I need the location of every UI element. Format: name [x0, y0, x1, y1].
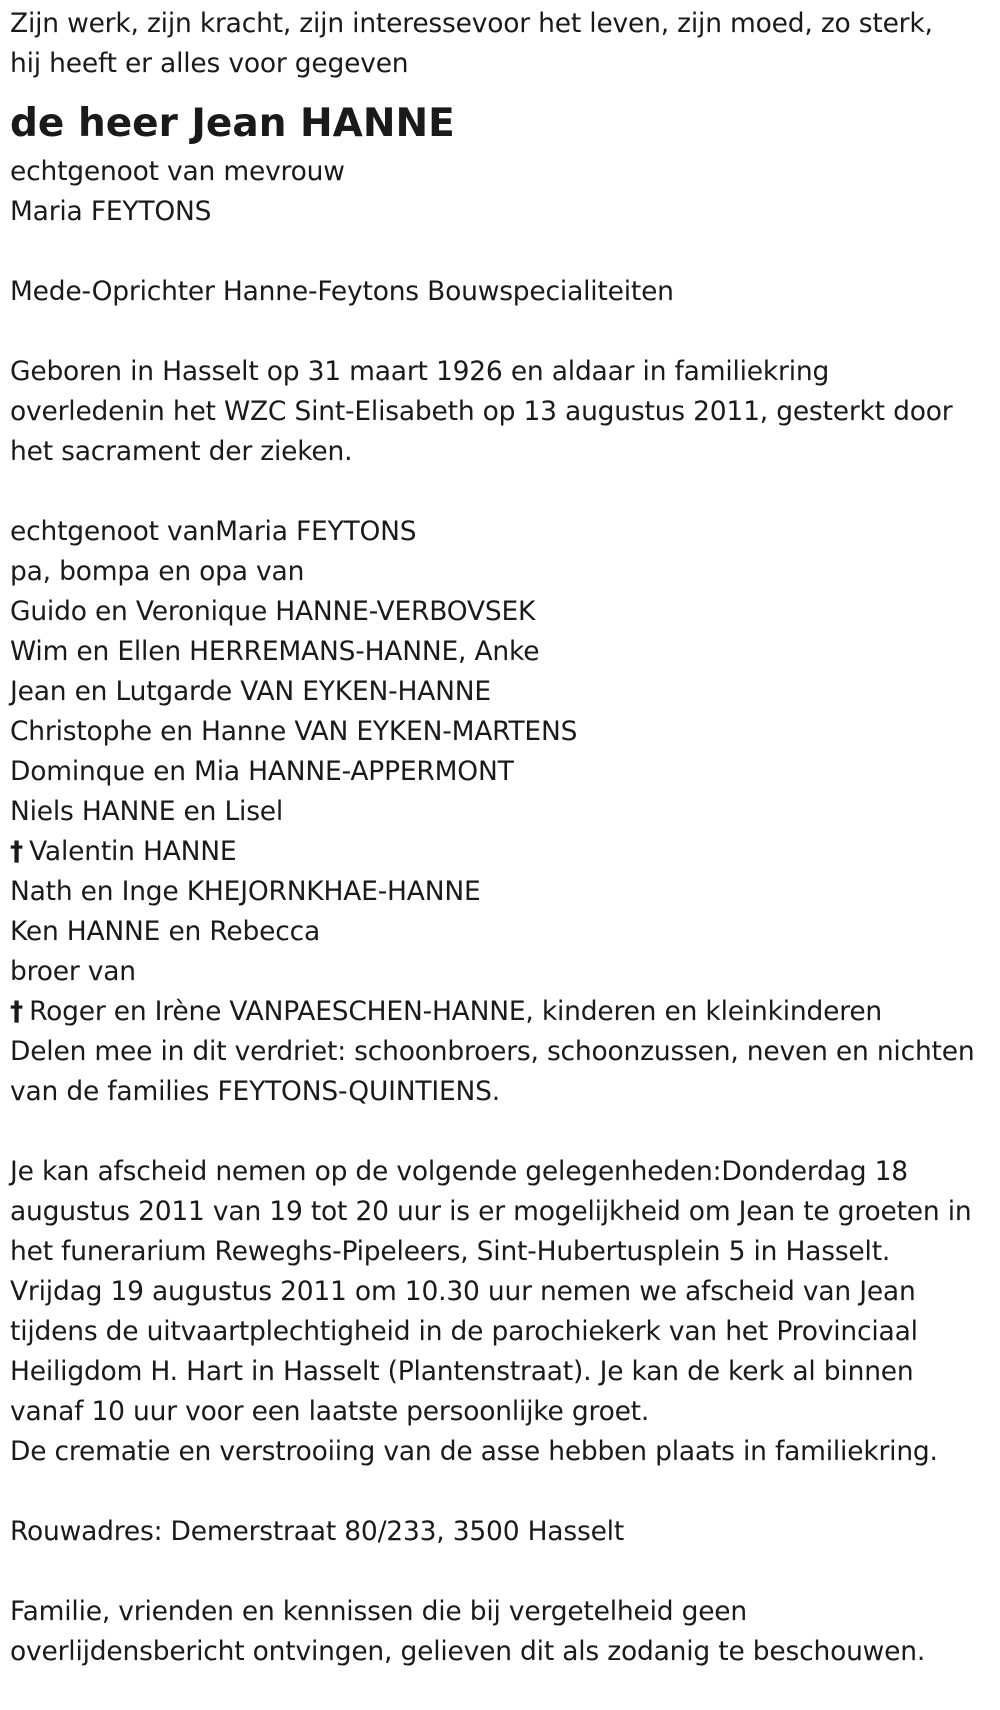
sibling-intro: broer van: [10, 956, 136, 987]
closing-paragraph: [10, 1592, 994, 1672]
family-member: [10, 632, 994, 672]
family-member: [10, 872, 994, 912]
spouse-intro: [10, 152, 994, 232]
farewell-line: Vrijdag 19 augustus 2011 om 10.30 uur nemen we afscheid van Jean: [10, 1276, 916, 1307]
family-member: [10, 592, 994, 632]
birth-death-line: het sacrament der zieken.: [10, 436, 353, 467]
cross-icon: †: [10, 996, 24, 1027]
mourning-address: Rouwadres: Demerstraat 80/233, 3500 Hasselt: [10, 1516, 625, 1547]
birth-death-paragraph: [10, 352, 994, 472]
farewell-line: Je kan afscheid nemen op de volgende gelegenheden:Donderdag 18: [10, 1156, 908, 1187]
closing-line: Familie, vrienden en kennissen die bij vergetelheid geen: [10, 1596, 748, 1627]
spouse-line: echtgenoot vanMaria FEYTONS: [10, 516, 417, 547]
opening-quote: [10, 4, 994, 84]
family-member-name: Wim en Ellen HERREMANS-HANNE, Anke: [10, 636, 540, 667]
family-member-name: Dominque en Mia HANNE-APPERMONT: [10, 756, 514, 787]
farewell-line: vanaf 10 uur voor een laatste persoonlijke groet.: [10, 1396, 650, 1427]
spacer: [10, 84, 994, 96]
spacer: [10, 472, 994, 512]
family-member: [10, 672, 994, 712]
spacer: [10, 1112, 994, 1152]
obituary-document: [10, 4, 994, 1672]
spacer: [10, 1552, 994, 1592]
family-member: [10, 832, 994, 872]
family-member-name: Jean en Lutgarde VAN EYKEN-HANNE: [10, 676, 491, 707]
spacer: [10, 312, 994, 352]
family-member: [10, 712, 994, 752]
birth-death-line: overledenin het WZC Sint-Elisabeth op 13 augustus 2011, gesterkt door: [10, 396, 953, 427]
family-list: [10, 512, 994, 1112]
family-member-name: Valentin HANNE: [29, 836, 237, 867]
spacer: [10, 232, 994, 272]
sibling-name: Roger en Irène VANPAESCHEN-HANNE, kinderen en kleinkinderen: [29, 996, 883, 1027]
farewell-line: het funerarium Reweghs-Pipeleers, Sint-Hubertusplein 5 in Hasselt.: [10, 1236, 891, 1267]
family-member-name: Guido en Veronique HANNE-VERBOVSEK: [10, 596, 536, 627]
children-intro: pa, bompa en opa van: [10, 556, 305, 587]
sibling-line: [10, 992, 994, 1032]
family-member-name: Christophe en Hanne VAN EYKEN-MARTENS: [10, 716, 578, 747]
role-line: Mede-Oprichter Hanne-Feytons Bouwspecialiteiten: [10, 276, 674, 307]
shared-grief-line: van de families FEYTONS-QUINTIENS.: [10, 1076, 500, 1107]
cross-icon: †: [10, 836, 24, 867]
quote-line: Zijn werk, zijn kracht, zijn interessevoor het leven, zijn moed, zo sterk,: [10, 8, 933, 39]
farewell-line: augustus 2011 van 19 tot 20 uur is er mogelijkheid om Jean te groeten in: [10, 1196, 972, 1227]
family-member-name: Nath en Inge KHEJORNKHAE-HANNE: [10, 876, 481, 907]
family-member: [10, 792, 994, 832]
spouse-intro-line: Maria FEYTONS: [10, 196, 212, 227]
birth-death-line: Geboren in Hasselt op 31 maart 1926 en aldaar in familiekring: [10, 356, 830, 387]
shared-grief-line: Delen mee in dit verdriet: schoonbroers, schoonzussen, neven en nichten: [10, 1036, 975, 1067]
family-member: [10, 752, 994, 792]
farewell-line: tijdens de uitvaartplechtigheid in de parochiekerk van het Provinciaal: [10, 1316, 918, 1347]
spouse-intro-line: echtgenoot van mevrouw: [10, 156, 345, 187]
family-member: [10, 912, 994, 952]
closing-line: overlijdensbericht ontvingen, gelieven dit als zodanig te beschouwen.: [10, 1636, 926, 1667]
farewell-line: Heiligdom H. Hart in Hasselt (Plantenstraat). Je kan de kerk al binnen: [10, 1356, 914, 1387]
family-member-name: Ken HANNE en Rebecca: [10, 916, 321, 947]
deceased-name: de heer Jean HANNE: [10, 101, 455, 146]
spacer: [10, 1472, 994, 1512]
quote-line: hij heeft er alles voor gegeven: [10, 48, 409, 79]
family-member-name: Niels HANNE en Lisel: [10, 796, 284, 827]
farewell-line: De crematie en verstrooiing van de asse hebben plaats in familiekring.: [10, 1436, 938, 1467]
farewell-paragraph: [10, 1152, 994, 1472]
